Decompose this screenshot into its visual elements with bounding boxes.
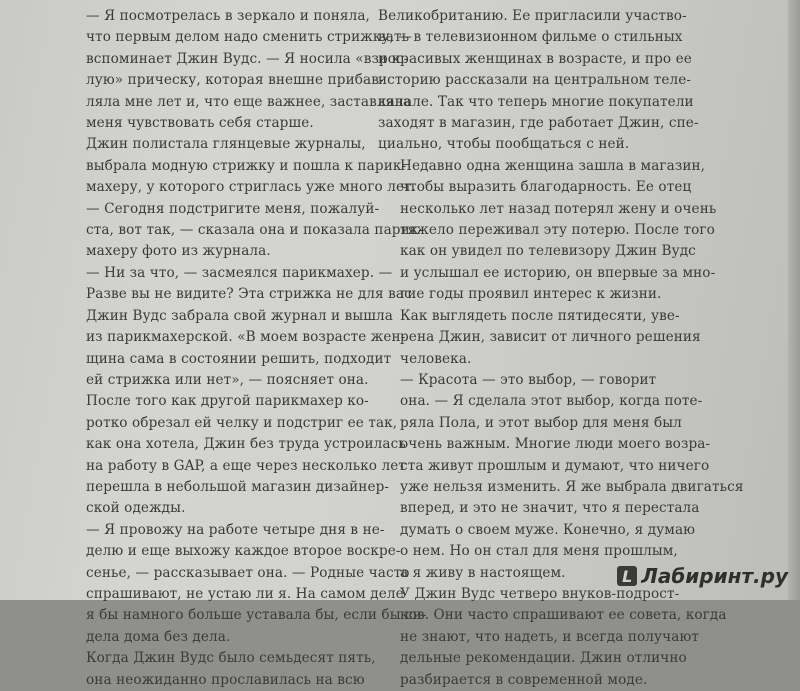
text-line: несколько лет назад потерял жену и очень [400,200,717,217]
text-line: лую» прическу, которая внешне прибав- [86,72,384,89]
text-line: вспоминает Джин Вудс. — Я носила «взрос- [86,50,409,67]
text-line: циально, чтобы пообщаться с ней. [378,136,630,153]
text-line: выбрала модную стрижку и пошла к парик- [86,157,407,174]
text-line: не знают, что надеть, и всегда получают [400,628,699,645]
text-line: историю рассказали на центральном теле- [378,72,692,89]
text-line: щина сама в состоянии решить, подходит [86,350,392,367]
text-line: вать в телевизионном фильме о стильных [378,29,683,46]
text-line: и красивых женщинах в возрасте, и про ее [378,50,692,67]
labirint-watermark [617,564,788,588]
text-line: ей стрижка или нет», — поясняет она. [86,371,369,388]
text-line: махеру, у которого стриглась уже много лет. [86,179,417,196]
text-line: ротко обрезал ей челку и подстриг ее так, [86,414,398,431]
text-line: — Ни за что, — засмеялся парикмахер. — [86,264,393,281]
text-line: ляла мне лет и, что еще важнее, заставляла [86,93,412,110]
text-line: думать о своем муже. Конечно, я думаю [400,521,696,538]
text-line: — Я посмотрелась в зеркало и поняла, [86,8,370,24]
text-line: — Сегодня подстригите меня, пожалуй- [86,200,380,217]
text-line: чтобы выразить благодарность. Ее отец [400,179,692,196]
text-line: Разве вы не видите? Эта стрижка не для вас. [86,286,417,303]
text-line: махеру фото из журнала. [86,243,271,260]
paragraph [64,263,417,306]
text-line: и услышал ее историю, он впервые за мно- [400,264,716,281]
text-line: рена Джин, зависит от личного решения [400,329,701,346]
left-text-column [64,6,427,691]
text-line: Как выглядеть после пятидесяти, уве- [400,307,680,324]
text-line: очень важным. Многие люди моего возра- [400,436,711,453]
text-line: дела дома без дела. [86,628,231,645]
text-line: сенье, — рассказывает она. — Родные часто [86,564,410,581]
text-line: делю и еще выхожу каждое второе воскре- [86,543,401,560]
text-line: Великобританию. Ее пригласили участво- [378,8,687,24]
text-line: У Джин Вудс четверо внуков-подрост- [400,585,680,602]
text-line: вперед, и это не значит, что я перестала [400,500,700,517]
text-line: ряла Пола, и этот выбор для меня был [400,414,682,431]
text-line: как она хотела, Джин без труда устроилась [86,436,406,453]
text-line: а я живу в настоящем. [400,564,566,581]
paragraph [64,306,406,392]
text-line: тяжело переживал эту потерю. После того [400,222,715,239]
text-line: Когда Джин Вудс было семьдесят пять, [86,650,376,667]
text-line: ков. Они часто спрашивают ее совета, когда [400,607,727,624]
text-line: меня чувствовать себя старше. [86,115,314,132]
paragraph [64,6,413,134]
text-line: Недавно одна женщина зашла в магазин, [400,157,706,174]
watermark-text: Лабиринт.ру [641,564,788,588]
text-line: из парикмахерской. «В моем возрасте жен- [86,329,406,346]
paragraph [64,648,376,691]
labirint-logo-icon: L [617,566,637,586]
text-line: о нем. Но он стал для меня прошлым, [400,543,678,560]
text-line: ста, вот так, — сказала она и показала парик- [86,222,424,239]
text-line: что первым делом надо сменить стрижку, — [86,29,413,46]
text-line: разбирается в современной моде. [400,671,648,688]
text-line: После того как другой парикмахер ко- [86,393,369,410]
text-line: уже нельзя изменить. Я же выбрала двигаться [400,478,744,495]
text-line: на работу в GAP, а еще через несколько лет [86,457,407,474]
text-line: человека. [400,350,472,367]
text-line: спрашивают, не устаю ли я. На самом деле [86,585,404,602]
paragraph [378,306,701,370]
text-line: ста живут прошлым и думают, что ничего [400,457,710,474]
text-line: перешла в небольшой магазин дизайнер- [86,478,390,495]
page-edge [788,0,800,600]
text-line: она неожиданно прославилась на всю [86,671,365,688]
text-line: канале. Так что теперь многие покупатели [378,93,694,110]
text-line: — Я провожу на работе четыре дня в не- [86,521,385,538]
text-line: я бы намного больше уставала бы, если бы си- [86,607,427,624]
paragraph [64,134,417,198]
paragraph [378,584,727,691]
text-line: Джин Вудс забрала свой журнал и вышла [86,307,393,324]
text-line: заходят в магазин, где работает Джин, спе- [378,115,699,132]
paragraph [64,520,427,648]
text-line: как он увидел по телевизору Джин Вудс [400,243,696,260]
text-line: — Красота — это выбор, — говорит [400,371,657,388]
text-line: Джин полистала глянцевые журналы, [86,136,366,153]
text-line: дельные рекомендации. Джин отлично [400,650,687,667]
paragraph [378,6,699,156]
text-line: гие годы проявил интерес к жизни. [400,286,662,303]
paragraph [378,156,717,306]
text-line: она. — Я сделала этот выбор, когда поте- [400,393,703,410]
paragraph [64,391,407,519]
paragraph [64,199,424,263]
text-line: ской одежды. [86,500,186,517]
